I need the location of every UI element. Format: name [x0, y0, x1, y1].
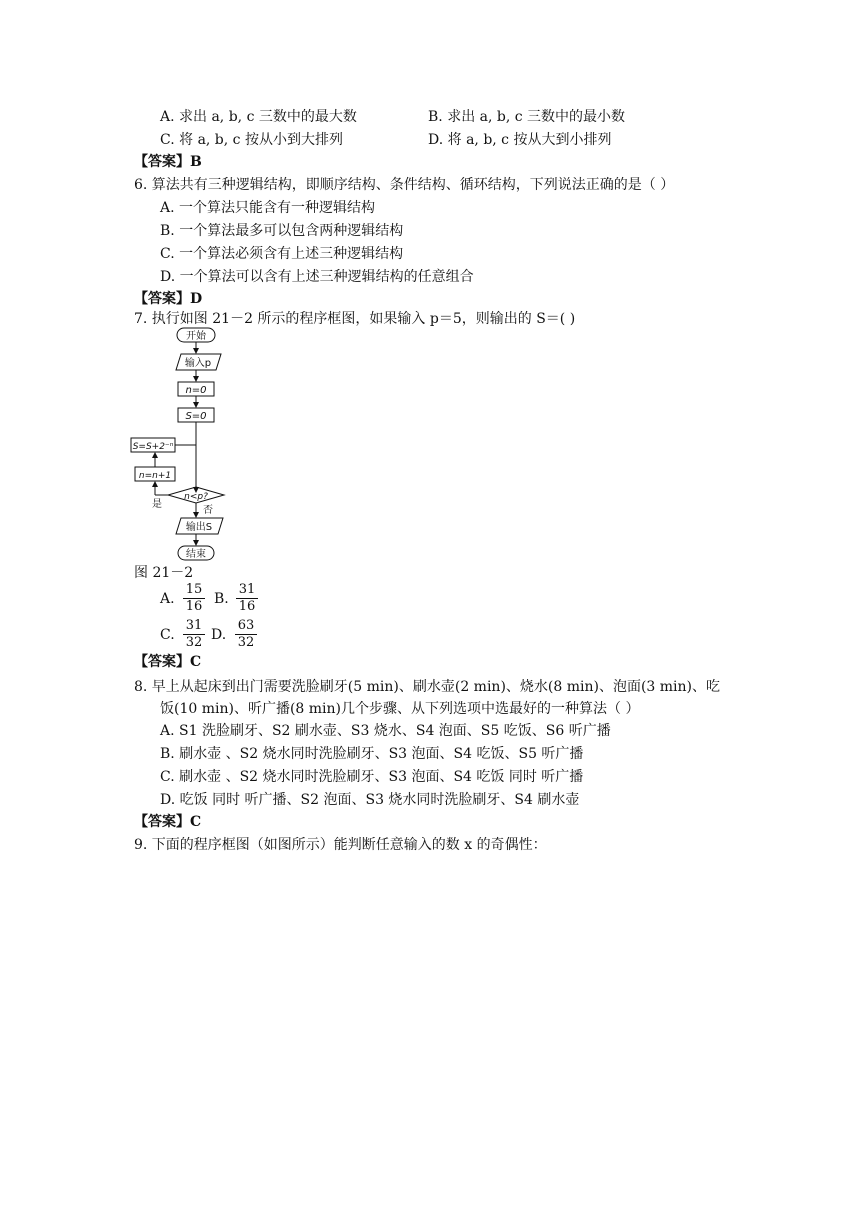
q8-option-d: D. 吃饭 同时 听广播、S2 泡面、S3 烧水同时洗脸刷牙、S4 刷水壶 [160, 792, 580, 808]
q5-option-b: B. 求出 a, b, c 三数中的最小数 [428, 109, 626, 125]
q7-option-c-fraction [183, 618, 205, 651]
q7-option-a-label: A. [160, 591, 175, 607]
q7-option-b-numerator: 31 [236, 582, 258, 599]
q6-option-d: D. 一个算法可以含有上述三种逻辑结构的任意组合 [160, 269, 474, 285]
q7-flowchart [125, 324, 235, 564]
q8-answer: 【答案】C [134, 814, 202, 830]
q7-option-c-numerator: 31 [183, 618, 205, 635]
flow-input-text: 输入p [184, 358, 212, 369]
flow-start-text: 开始 [186, 331, 206, 342]
flow-end-text: 结束 [186, 549, 206, 560]
q7-option-d-denominator: 32 [237, 635, 255, 650]
q8-option-a: A. S1 洗脸刷牙、S2 刷水壶、S3 烧水、S4 泡面、S5 吃饭、S6 听广播 [160, 723, 611, 739]
q7-option-a-denominator: 16 [185, 599, 203, 614]
flow-s-init-text: S=0 [185, 411, 207, 422]
q5-option-a: A. 求出 a, b, c 三数中的最大数 [160, 109, 357, 125]
flow-yes-text: 是 [152, 499, 162, 510]
q9-stem: 9. 下面的程序框图（如图所示）能判断任意输入的数 x 的奇偶性： [134, 837, 547, 853]
flow-cond-text: n<p? [184, 492, 208, 502]
q8-stem-line1: 8. 早上从起床到出门需要洗脸刷牙(5 min)、刷水壶(2 min)、烧水(8 min)、泡面(3 min)、吃 [134, 679, 721, 695]
q7-option-d-numerator: 63 [235, 618, 257, 635]
q6-option-a: A. 一个算法只能含有一种逻辑结构 [160, 200, 376, 216]
flow-no-text: 否 [203, 505, 213, 516]
q7-option-b-fraction [236, 582, 258, 615]
flow-n-init-text: n=0 [185, 385, 207, 396]
flow-output-text: 输出S [185, 522, 213, 533]
q7-option-a-numerator: 15 [183, 582, 205, 599]
q6-option-c: C. 一个算法必须含有上述三种逻辑结构 [160, 246, 404, 262]
q7-option-b-denominator: 16 [238, 599, 256, 614]
q7-stem: 7. 执行如图 21－2 所示的程序框图，如果输入 p＝5，则输出的 S＝( ) [134, 311, 576, 327]
q5-option-d: D. 将 a, b, c 按从大到小排列 [428, 132, 612, 148]
flow-s-update-text: S=S+2⁻ⁿ [132, 442, 174, 452]
q7-option-d-fraction [235, 618, 257, 651]
q5-answer: 【答案】B [134, 154, 202, 170]
q6-answer: 【答案】D [134, 291, 203, 307]
q7-answer: 【答案】C [134, 654, 202, 670]
q7-option-a-fraction [183, 582, 205, 615]
q7-figure-caption: 图 21－2 [134, 565, 194, 581]
q7-option-b-label: B. [214, 591, 229, 607]
flow-n-update-text: n=n+1 [138, 471, 172, 481]
q7-option-d-label: D. [211, 627, 227, 643]
q6-stem: 6. 算法共有三种逻辑结构，即顺序结构、条件结构、循环结构，下列说法正确的是（ ） [134, 177, 675, 193]
q8-option-c: C. 刷水壶 、S2 烧水同时洗脸刷牙、S3 泡面、S4 吃饭 同时 听广播 [160, 769, 584, 785]
q6-option-b: B. 一个算法最多可以包含两种逻辑结构 [160, 223, 404, 239]
q7-option-c-denominator: 32 [185, 635, 203, 650]
q7-option-c-label: C. [160, 627, 175, 643]
q8-stem-line2: 饭(10 min)、听广播(8 min)几个步骤、从下列选项中选最好的一种算法（ ） [160, 701, 640, 717]
q5-option-c: C. 将 a, b, c 按从小到大排列 [160, 132, 343, 148]
q8-option-b: B. 刷水壶 、S2 烧水同时洗脸刷牙、S3 泡面、S4 吃饭、S5 听广播 [160, 746, 584, 762]
